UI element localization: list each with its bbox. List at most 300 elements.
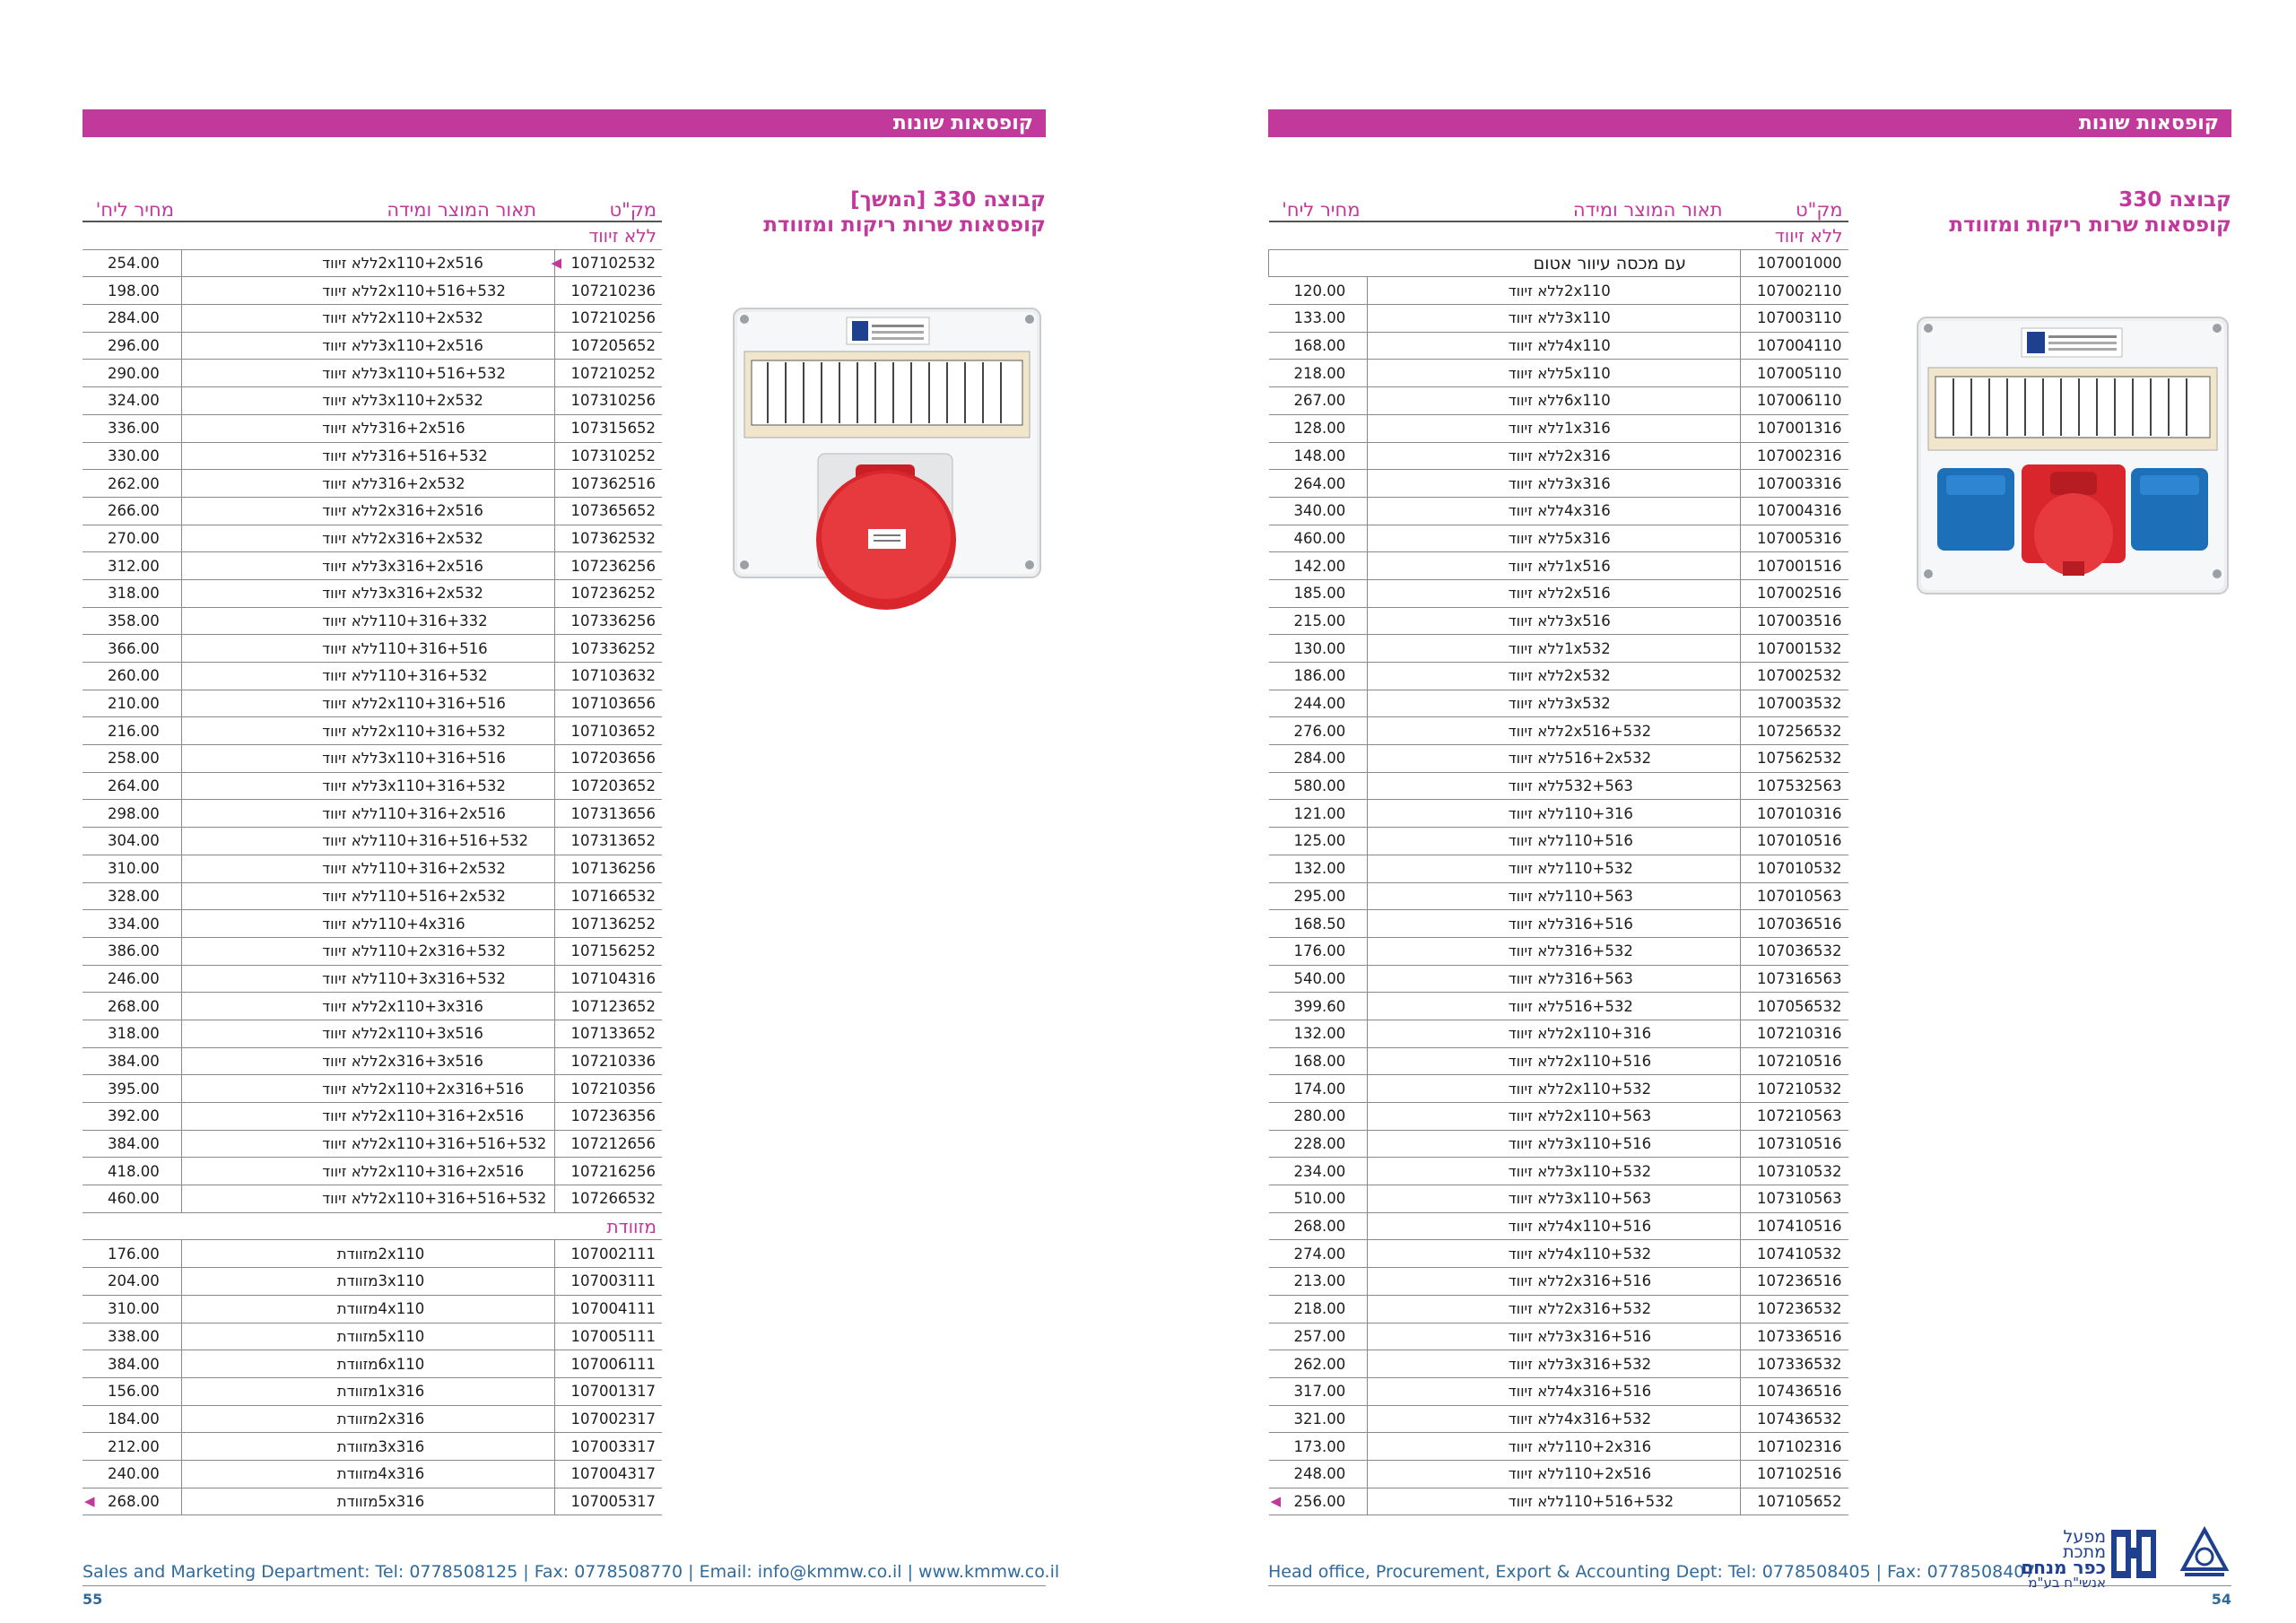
price-value: 384.00 [108, 1355, 160, 1373]
description-cell [1368, 690, 1741, 717]
size-text: 5x110 [1564, 364, 1611, 382]
sku-cell: 107103656 [554, 690, 662, 717]
description-cell [181, 552, 554, 580]
price-value: 234.00 [1293, 1162, 1346, 1180]
description-cell [1368, 387, 1741, 415]
group-title: קבוצה 330 [2118, 188, 2231, 212]
table-row [83, 800, 662, 828]
size-text: 3x110+532 [1564, 1162, 1652, 1180]
size-text: 4x110+516 [1564, 1218, 1652, 1236]
price-cell [1269, 1295, 1368, 1323]
sku-cell: 107001000 [1741, 249, 1848, 277]
group-subtitle: קופסאות שרות ריקות ומזוודת [1949, 213, 2231, 237]
type-text: ללא זיווד [1508, 585, 1564, 603]
type-text: ללא זיווד [1508, 1080, 1564, 1098]
price-cell [1269, 1185, 1368, 1213]
sku-cell: 107210256 [554, 305, 662, 333]
table-row [83, 387, 662, 415]
arrow-marker-icon: ◀ [551, 255, 562, 272]
description-cell [1368, 1268, 1741, 1296]
table-row [83, 1185, 662, 1213]
arrow-marker-icon: ◀ [1270, 1492, 1282, 1509]
description-cell [181, 910, 554, 938]
product-image-single-socket [732, 305, 1044, 619]
price-cell [1269, 1130, 1368, 1158]
type-text: ללא זיווד [322, 1080, 378, 1098]
price-value: 418.00 [108, 1162, 160, 1180]
size-text: 110+316+2x516 [378, 804, 506, 822]
type-text: ללא זיווד [322, 887, 378, 905]
size-text: 2x532 [1564, 667, 1611, 685]
type-text: ללא זיווד [1508, 1410, 1564, 1428]
price-cell [1269, 360, 1368, 387]
sku-cell: 107313656 [554, 800, 662, 828]
section-row [1269, 221, 1848, 249]
price-cell [83, 1433, 181, 1461]
price-value: 384.00 [108, 1135, 160, 1153]
price-value: 264.00 [108, 777, 160, 795]
table-row [83, 1295, 662, 1323]
arrow-marker-icon: ◀ [84, 1492, 95, 1509]
price-cell [1269, 387, 1368, 415]
description-cell [181, 1460, 554, 1488]
section-label: מזוודת [83, 1212, 662, 1240]
table-row [83, 579, 662, 607]
table-row [1269, 305, 1848, 333]
price-value: 312.00 [108, 557, 160, 575]
price-cell [1269, 1377, 1368, 1405]
price-value: 256.00 [1293, 1492, 1346, 1510]
table-row [1269, 965, 1848, 993]
price-cell [1269, 910, 1368, 938]
price-value: 358.00 [108, 612, 160, 629]
size-text: 2x316+532 [1564, 1300, 1652, 1318]
description-cell: עם מכסה עיוור אטום [1269, 249, 1741, 277]
price-cell [1269, 1405, 1368, 1433]
size-text: 110+316+332 [378, 612, 488, 629]
price-value: 248.00 [1293, 1465, 1346, 1483]
sku-cell: 107236256 [554, 552, 662, 580]
sku-cell: 107001316 [1741, 414, 1848, 442]
table-row [83, 910, 662, 938]
price-value: 174.00 [1293, 1080, 1346, 1098]
price-value: 218.00 [1293, 364, 1346, 382]
price-value: 176.00 [1293, 942, 1346, 960]
type-text: ללא זיווד [322, 1190, 378, 1208]
price-value: 328.00 [108, 887, 160, 905]
size-text: 316+2x532 [378, 474, 465, 492]
type-text: ללא זיווד [322, 282, 378, 299]
size-text: 3x316+532 [1564, 1355, 1652, 1373]
size-text: 2x316+3x516 [378, 1052, 483, 1070]
description-cell [181, 277, 554, 305]
price-cell [83, 772, 181, 800]
size-text: 110+2x316+532 [378, 942, 506, 960]
price-value: 168.00 [1293, 337, 1346, 355]
table-row [83, 552, 662, 580]
sku-cell: 107336516 [1741, 1323, 1848, 1350]
size-text: 110+316+2x532 [378, 860, 506, 878]
price-value: 318.00 [108, 585, 160, 603]
description-cell [1368, 993, 1741, 1020]
size-text: 516+532 [1564, 997, 1633, 1015]
price-cell [83, 497, 181, 525]
type-text: ללא זיווד [1508, 392, 1564, 410]
type-text: ללא זיווד [1508, 1162, 1564, 1180]
sku-cell: 107103652 [554, 717, 662, 745]
description-cell [1368, 1075, 1741, 1103]
price-value: 216.00 [108, 722, 160, 740]
price-cell [1269, 1460, 1368, 1488]
price-value: 128.00 [1293, 420, 1346, 438]
price-value: 262.00 [1293, 1355, 1346, 1373]
table-row [83, 360, 662, 387]
type-text: ללא זיווד [322, 1135, 378, 1153]
sku-cell: 107104316 [554, 965, 662, 993]
size-text: 2x110+3x316 [378, 997, 483, 1015]
description-cell [181, 1130, 554, 1158]
type-text: ללא זיווד [322, 255, 378, 273]
type-text: ללא זיווד [322, 309, 378, 327]
price-cell [83, 1460, 181, 1488]
type-text: ללא זיווד [1508, 1107, 1564, 1125]
size-text: 110+516 [1564, 832, 1633, 850]
table-row [83, 1268, 662, 1296]
sku-cell: 107362532 [554, 525, 662, 552]
type-text: ללא זיווד [322, 557, 378, 575]
price-value: 125.00 [1293, 832, 1346, 850]
size-text: 316+2x516 [378, 420, 465, 438]
price-cell [83, 1185, 181, 1213]
table-row [1269, 249, 1848, 277]
price-value: 317.00 [1293, 1383, 1346, 1401]
type-text: ללא זיווד [1508, 1135, 1564, 1153]
logo-line-2: כפר מנחם [2021, 1557, 2106, 1578]
price-value: 540.00 [1293, 969, 1346, 987]
price-cell [1269, 663, 1368, 690]
price-value: 310.00 [108, 860, 160, 878]
description-cell [181, 249, 554, 277]
table-row [1269, 828, 1848, 855]
sku-cell: 107310516 [1741, 1130, 1848, 1158]
size-text: 3x110+316+532 [378, 777, 506, 795]
price-cell [1269, 800, 1368, 828]
price-cell [1269, 1433, 1368, 1461]
size-text: 6x110 [378, 1355, 425, 1373]
size-text: 3x316+2x516 [378, 557, 483, 575]
table-row [83, 249, 662, 277]
type-text: ללא זיווד [1508, 750, 1564, 768]
price-cell [1269, 690, 1368, 717]
kfar-menahem-logo-icon [2109, 1528, 2158, 1580]
price-value: 210.00 [108, 695, 160, 713]
price-value: 580.00 [1293, 777, 1346, 795]
description-cell [1368, 1130, 1741, 1158]
price-value: 198.00 [108, 282, 160, 299]
sku-cell: 107002111 [554, 1240, 662, 1268]
price-value: 262.00 [108, 474, 160, 492]
type-text: ללא זיווד [322, 420, 378, 438]
logo-line-1: מפעל מתכת [2063, 1527, 2106, 1562]
price-value: 324.00 [108, 392, 160, 410]
type-text: ללא זיווד [322, 392, 378, 410]
size-text: 316+516+532 [378, 447, 488, 464]
sku-cell: 107133652 [554, 1020, 662, 1047]
sku-cell: 107002110 [1741, 277, 1848, 305]
size-text: 3x532 [1564, 695, 1611, 713]
size-text: 4x110+532 [1564, 1245, 1652, 1263]
table-row [1269, 497, 1848, 525]
description-cell [1368, 1350, 1741, 1378]
col-header-sku: מק"ט [1741, 190, 1848, 221]
price-cell [1269, 414, 1368, 442]
type-text: ללא זיווד [1508, 1465, 1564, 1483]
size-text: 2x110+316+516+532 [378, 1190, 547, 1208]
description-cell [1368, 552, 1741, 580]
type-text: ללא זיווד [1508, 364, 1564, 382]
description-cell [1368, 414, 1741, 442]
price-cell [1269, 828, 1368, 855]
price-cell [83, 1130, 181, 1158]
price-cell [1269, 1323, 1368, 1350]
type-text: ללא זיווד [1508, 722, 1564, 740]
sku-cell: 107410532 [1741, 1240, 1848, 1268]
description-cell [1368, 470, 1741, 498]
sku-cell: 107212656 [554, 1130, 662, 1158]
type-text: ללא זיווד [1508, 1383, 1564, 1401]
type-text: ללא זיווד [1508, 1272, 1564, 1290]
price-cell [83, 1377, 181, 1405]
type-text: ללא זיווד [1508, 1245, 1564, 1263]
table-row [83, 497, 662, 525]
price-value: 298.00 [108, 804, 160, 822]
price-cell [83, 442, 181, 470]
company-logo [2020, 1524, 2170, 1591]
price-cell [1269, 745, 1368, 773]
price-cell [1269, 305, 1368, 333]
sku-cell: 107036532 [1741, 937, 1848, 965]
sku-cell: 107203656 [554, 745, 662, 773]
price-cell [1269, 855, 1368, 882]
table-row [83, 690, 662, 717]
price-value: 244.00 [1293, 695, 1346, 713]
description-cell [1368, 1158, 1741, 1185]
price-cell [83, 470, 181, 498]
sku-cell: 107002317 [554, 1405, 662, 1433]
price-value: 384.00 [108, 1052, 160, 1070]
type-text: ללא זיווד [1508, 1218, 1564, 1236]
price-cell [83, 360, 181, 387]
type-text: ללא זיווד [1508, 997, 1564, 1015]
price-value: 392.00 [108, 1107, 160, 1125]
table-row [1269, 360, 1848, 387]
table-row [1269, 663, 1848, 690]
description-cell [181, 1433, 554, 1461]
size-text: 2x110 [378, 1245, 425, 1263]
type-text: ללא זיווד [322, 447, 378, 464]
price-value: 212.00 [108, 1437, 160, 1455]
sku-cell: 107003516 [1741, 607, 1848, 635]
description-cell [181, 882, 554, 910]
description-cell [181, 332, 554, 360]
sku-cell: 107005316 [1741, 525, 1848, 552]
size-text: 2x110+2x516 [378, 255, 483, 273]
table-row [1269, 772, 1848, 800]
type-text: ללא זיווד [322, 364, 378, 382]
description-cell [181, 1405, 554, 1433]
sku-cell: 107005317 [554, 1488, 662, 1515]
price-cell [83, 1323, 181, 1350]
sku-cell: 107436516 [1741, 1377, 1848, 1405]
size-text: 3x316+2x532 [378, 585, 483, 603]
size-text: 1x316 [378, 1383, 425, 1401]
type-text: ללא זיווד [1508, 1355, 1564, 1373]
description-cell [1368, 525, 1741, 552]
sku-cell: 107410516 [1741, 1212, 1848, 1240]
price-cell [83, 332, 181, 360]
size-text: 110+316+516 [378, 639, 488, 657]
table-row [1269, 552, 1848, 580]
description-cell [181, 1075, 554, 1103]
type-text: ללא זיווד [322, 695, 378, 713]
description-cell [1368, 277, 1741, 305]
product-image-three-sockets [1916, 314, 2231, 601]
type-text: ללא זיווד [322, 997, 378, 1015]
table-row [83, 717, 662, 745]
table-row [83, 1130, 662, 1158]
size-text: 3x110+2x516 [378, 337, 483, 355]
type-text: ללא זיווד [1508, 557, 1564, 575]
sku-cell: 107003111 [554, 1268, 662, 1296]
type-text: ללא זיווד [1508, 1190, 1564, 1208]
description-cell [181, 717, 554, 745]
type-text: ללא זיווד [1508, 915, 1564, 933]
table-row [1269, 442, 1848, 470]
table-row [83, 745, 662, 773]
price-cell [83, 1350, 181, 1378]
type-text: ללא זיווד [1508, 1437, 1564, 1455]
page-number: 54 [2211, 1591, 2231, 1608]
price-cell [83, 1103, 181, 1131]
size-text: 2x110+532 [1564, 1080, 1652, 1098]
table-row [1269, 1323, 1848, 1350]
table-body [1269, 221, 1848, 1515]
price-cell [1269, 882, 1368, 910]
table-row [83, 305, 662, 333]
description-cell [1368, 1103, 1741, 1131]
sku-cell: 107210532 [1741, 1075, 1848, 1103]
description-cell [1368, 305, 1741, 333]
type-text: ללא זיווד [1508, 337, 1564, 355]
table-row [1269, 1212, 1848, 1240]
type-text: ללא זיווד [1508, 887, 1564, 905]
description-cell [1368, 882, 1741, 910]
size-text: 4x316 [1564, 502, 1611, 520]
type-text: ללא זיווד [1508, 860, 1564, 878]
price-value: 460.00 [108, 1190, 160, 1208]
table-row [1269, 1075, 1848, 1103]
price-cell [1269, 497, 1368, 525]
size-text: 3x110+316+516 [378, 750, 506, 768]
sku-cell: 107210336 [554, 1047, 662, 1075]
price-value: 334.00 [108, 915, 160, 933]
price-cell [1269, 525, 1368, 552]
sku-cell: 107105652 [1741, 1488, 1848, 1515]
size-text: 2x110+3x516 [378, 1025, 483, 1043]
price-cell [1269, 1240, 1368, 1268]
size-text: 2x110+316+516+532 [378, 1135, 547, 1153]
price-cell [1269, 1020, 1368, 1047]
description-cell [181, 470, 554, 498]
description-cell [181, 1185, 554, 1213]
price-value: 399.60 [1293, 997, 1346, 1015]
table-row [1269, 882, 1848, 910]
description-cell [181, 1047, 554, 1075]
price-cell [83, 937, 181, 965]
size-text: 110+4x316 [378, 915, 465, 933]
table-row [1269, 993, 1848, 1020]
group-subtitle: קופסאות שרות ריקות ומזוודת [763, 213, 1046, 237]
sku-cell: 107236356 [554, 1103, 662, 1131]
price-value: 168.50 [1293, 915, 1346, 933]
description-cell [1368, 1323, 1741, 1350]
table-row [83, 1240, 662, 1268]
price-value: 321.00 [1293, 1410, 1346, 1428]
price-value: 395.00 [108, 1080, 160, 1098]
description-cell [181, 828, 554, 855]
price-table-left [83, 190, 662, 1515]
description-cell [181, 1295, 554, 1323]
size-text: 5x110 [378, 1327, 425, 1345]
price-value: 296.00 [108, 337, 160, 355]
description-cell [181, 690, 554, 717]
price-cell [1269, 965, 1368, 993]
sku-cell: 107315652 [554, 414, 662, 442]
description-cell [1368, 442, 1741, 470]
size-text: 3x316 [378, 1437, 425, 1455]
type-text: מזוודת [336, 1465, 378, 1483]
price-value: 280.00 [1293, 1107, 1346, 1125]
sku-cell: 107236252 [554, 579, 662, 607]
price-cell [1269, 579, 1368, 607]
price-value: 132.00 [1293, 860, 1346, 878]
type-text: מזוודת [336, 1272, 378, 1290]
table-row [1269, 1350, 1848, 1378]
description-cell [181, 387, 554, 415]
price-cell [1269, 993, 1368, 1020]
price-value: 120.00 [1293, 282, 1346, 299]
col-header-description: תאור המוצר ומידה [181, 190, 554, 221]
table-row [83, 1020, 662, 1047]
price-value: 185.00 [1293, 585, 1346, 603]
description-cell [1368, 607, 1741, 635]
table-row [1269, 1268, 1848, 1296]
table-row [83, 442, 662, 470]
type-text: ללא זיווד [1508, 969, 1564, 987]
size-text: 3x316 [1564, 474, 1611, 492]
description-cell [1368, 635, 1741, 663]
description-cell [181, 1020, 554, 1047]
description-cell [181, 1240, 554, 1268]
type-text: ללא זיווד [1508, 282, 1564, 299]
description-cell [181, 965, 554, 993]
description-cell [1368, 1295, 1741, 1323]
table-row [1269, 800, 1848, 828]
price-cell [83, 552, 181, 580]
size-text: 2x516+532 [1564, 722, 1652, 740]
price-value: 267.00 [1293, 392, 1346, 410]
table-row [83, 1075, 662, 1103]
